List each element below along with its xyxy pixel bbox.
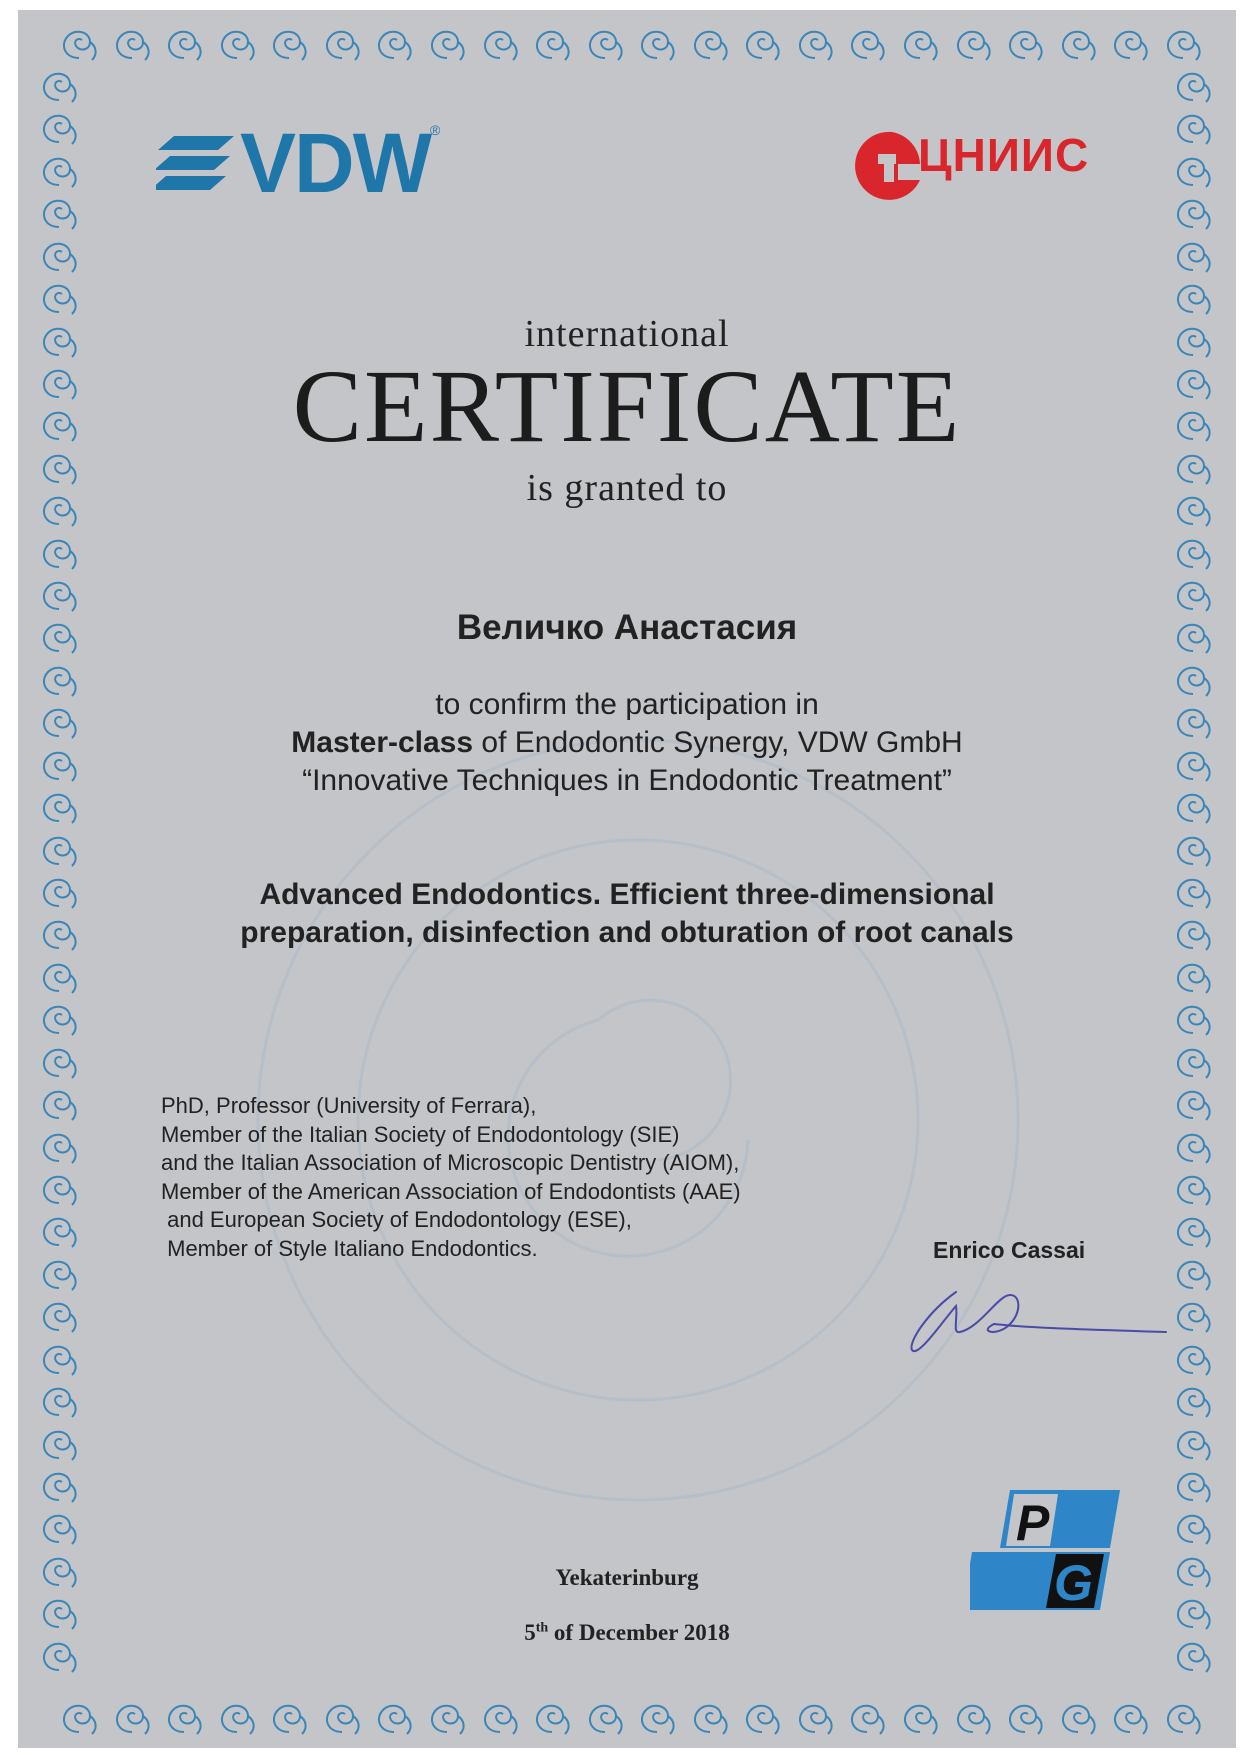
shell-ornament-icon <box>161 24 207 64</box>
certificate-subtitle-bottom: is granted to <box>526 467 728 509</box>
ornamental-border-right <box>1170 66 1216 1676</box>
bio-line: Member of Style Italiano Endodontics. <box>161 1235 538 1261</box>
shell-ornament-icon <box>1170 1084 1216 1124</box>
shell-ornament-icon <box>1170 999 1216 1039</box>
shell-ornament-icon <box>897 1698 943 1738</box>
speaker-name: Enrico Cassai <box>933 1237 1086 1263</box>
shell-ornament-icon <box>36 1127 82 1167</box>
shell-ornament-icon <box>319 1698 365 1738</box>
shell-ornament-icon <box>36 151 82 191</box>
shell-ornament-icon <box>266 24 312 64</box>
shell-ornament-icon <box>687 1698 733 1738</box>
shell-ornament-icon <box>214 1698 260 1738</box>
shell-ornament-icon <box>634 24 680 64</box>
shell-ornament-icon <box>1170 1339 1216 1379</box>
shell-ornament-icon <box>266 1698 312 1738</box>
shell-ornament-icon <box>36 1296 82 1336</box>
shell-ornament-icon <box>1170 151 1216 191</box>
bio-line: Member of the Italian Society of Endodontology (SIE) <box>161 1121 680 1147</box>
shell-ornament-icon <box>1107 24 1153 64</box>
shell-ornament-icon <box>36 830 82 870</box>
shell-ornament-icon <box>1170 533 1216 573</box>
shell-ornament-icon <box>1170 236 1216 276</box>
shell-ornament-icon <box>792 24 838 64</box>
participation-line-2 <box>18 724 1236 762</box>
event-city: Yekaterinburg <box>555 1565 699 1590</box>
shell-ornament-icon <box>424 24 470 64</box>
speaker-bio <box>161 1092 741 1263</box>
shell-ornament-icon <box>1170 1211 1216 1251</box>
participation-statement <box>18 686 1236 800</box>
shell-ornament-icon <box>36 1466 82 1506</box>
shell-ornament-icon <box>36 193 82 233</box>
shell-ornament-icon <box>477 24 523 64</box>
participation-line-1: to confirm the participation in <box>435 688 819 721</box>
shell-ornament-icon <box>1170 193 1216 233</box>
shell-ornament-icon <box>371 1698 417 1738</box>
shell-ornament-icon <box>109 24 155 64</box>
shell-ornament-icon <box>1170 1169 1216 1209</box>
certificate <box>18 10 1236 1748</box>
shell-ornament-icon <box>1160 1698 1206 1738</box>
shell-ornament-icon <box>1170 1424 1216 1464</box>
shell-ornament-icon <box>1170 1042 1216 1082</box>
vdw-logo <box>156 118 440 208</box>
shell-ornament-icon <box>1160 24 1206 64</box>
shell-ornament-icon <box>1170 1466 1216 1506</box>
shell-ornament-icon <box>36 1169 82 1209</box>
bio-line: Member of the American Association of Endodontists (AAE) <box>161 1178 741 1204</box>
shell-ornament-icon <box>36 957 82 997</box>
shell-ornament-icon <box>1055 1698 1101 1738</box>
shell-ornament-icon <box>214 24 260 64</box>
date-suffix: th <box>535 1620 549 1636</box>
shell-ornament-icon <box>1170 108 1216 148</box>
shell-ornament-icon <box>424 1698 470 1738</box>
shell-ornament-icon <box>1170 1254 1216 1294</box>
shell-ornament-icon <box>1055 24 1101 64</box>
shell-ornament-icon <box>687 24 733 64</box>
certificate-subtitle-top: international <box>524 313 730 355</box>
course-topic-line-2: preparation, disinfection and obturation of root canals <box>240 916 1014 949</box>
shell-ornament-icon <box>36 1084 82 1124</box>
shell-ornament-icon <box>1170 1127 1216 1167</box>
shell-ornament-icon <box>36 1042 82 1082</box>
course-title: “Innovative Techniques in Endodontic Treatment” <box>302 764 952 797</box>
shell-ornament-icon <box>1170 1381 1216 1421</box>
svg-text:P: P <box>1016 1495 1050 1551</box>
shell-ornament-icon <box>36 999 82 1039</box>
speaker-signature <box>898 1272 1168 1372</box>
shell-ornament-icon <box>1170 1296 1216 1336</box>
shell-ornament-icon <box>792 1698 838 1738</box>
shell-ornament-icon <box>36 1508 82 1548</box>
shell-ornament-icon <box>56 24 102 64</box>
shell-ornament-icon <box>56 1698 102 1738</box>
shell-ornament-icon <box>1170 957 1216 997</box>
ornamental-border-left <box>36 66 82 1676</box>
shell-ornament-icon <box>1002 24 1048 64</box>
certificate-title: CERTIFICATE <box>292 349 962 464</box>
masterclass-org: of Endodontic Synergy, VDW GmbH <box>473 726 963 759</box>
shell-ornament-icon <box>634 1698 680 1738</box>
shell-ornament-icon <box>36 1381 82 1421</box>
bio-line: and European Society of Endodontology (ESE), <box>161 1207 632 1232</box>
shell-ornament-icon <box>844 24 890 64</box>
shell-ornament-icon <box>36 108 82 148</box>
cniis-wordmark: ЦНИИС <box>918 129 1090 181</box>
event-date <box>18 1620 1236 1646</box>
shell-ornament-icon <box>739 24 785 64</box>
shell-ornament-icon <box>1170 1508 1216 1548</box>
shell-ornament-icon <box>1170 66 1216 106</box>
shell-ornament-icon <box>897 24 943 64</box>
shell-ornament-icon <box>739 1698 785 1738</box>
shell-ornament-icon <box>36 66 82 106</box>
shell-ornament-icon <box>36 236 82 276</box>
shell-ornament-icon <box>109 1698 155 1738</box>
shell-ornament-icon <box>161 1698 207 1738</box>
shell-ornament-icon <box>1107 1698 1153 1738</box>
shell-ornament-icon <box>36 1211 82 1251</box>
shell-ornament-icon <box>582 24 628 64</box>
shell-ornament-icon <box>950 1698 996 1738</box>
date-rest: of December 2018 <box>548 1620 730 1645</box>
shell-ornament-icon <box>1170 830 1216 870</box>
ornamental-border-bottom <box>56 1698 1206 1738</box>
shell-ornament-icon <box>36 1424 82 1464</box>
cniis-emblem-icon <box>854 128 924 204</box>
shell-ornament-icon <box>844 1698 890 1738</box>
cniis-logo <box>854 128 1089 204</box>
course-topic-line-1: Advanced Endodontics. Efficient three-dimensional <box>259 878 995 911</box>
shell-ornament-icon <box>582 1698 628 1738</box>
vdw-wordmark: VDW <box>240 116 430 210</box>
shell-ornament-icon <box>529 24 575 64</box>
shell-ornament-icon <box>950 24 996 64</box>
bio-line: PhD, Professor (University of Ferrara), <box>161 1093 537 1118</box>
shell-ornament-icon <box>477 1698 523 1738</box>
course-topic <box>18 876 1236 952</box>
vdw-stripes-icon <box>156 128 234 198</box>
shell-ornament-icon <box>319 24 365 64</box>
shell-ornament-icon <box>36 1254 82 1294</box>
masterclass-label: Master-class <box>291 726 474 759</box>
ornamental-border-top <box>56 24 1206 64</box>
shell-ornament-icon <box>529 1698 575 1738</box>
date-day: 5 <box>524 1620 536 1645</box>
bio-line: and the Italian Association of Microscopic Dentistry (AIOM), <box>161 1150 740 1175</box>
registered-mark: ® <box>429 122 441 138</box>
pg-logo <box>970 1490 1120 1610</box>
shell-ornament-icon <box>36 1339 82 1379</box>
svg-text:G: G <box>1054 1555 1093 1610</box>
shell-ornament-icon <box>36 533 82 573</box>
shell-ornament-icon <box>1002 1698 1048 1738</box>
recipient-name: Величко Анастасия <box>456 608 798 647</box>
shell-ornament-icon <box>371 24 417 64</box>
